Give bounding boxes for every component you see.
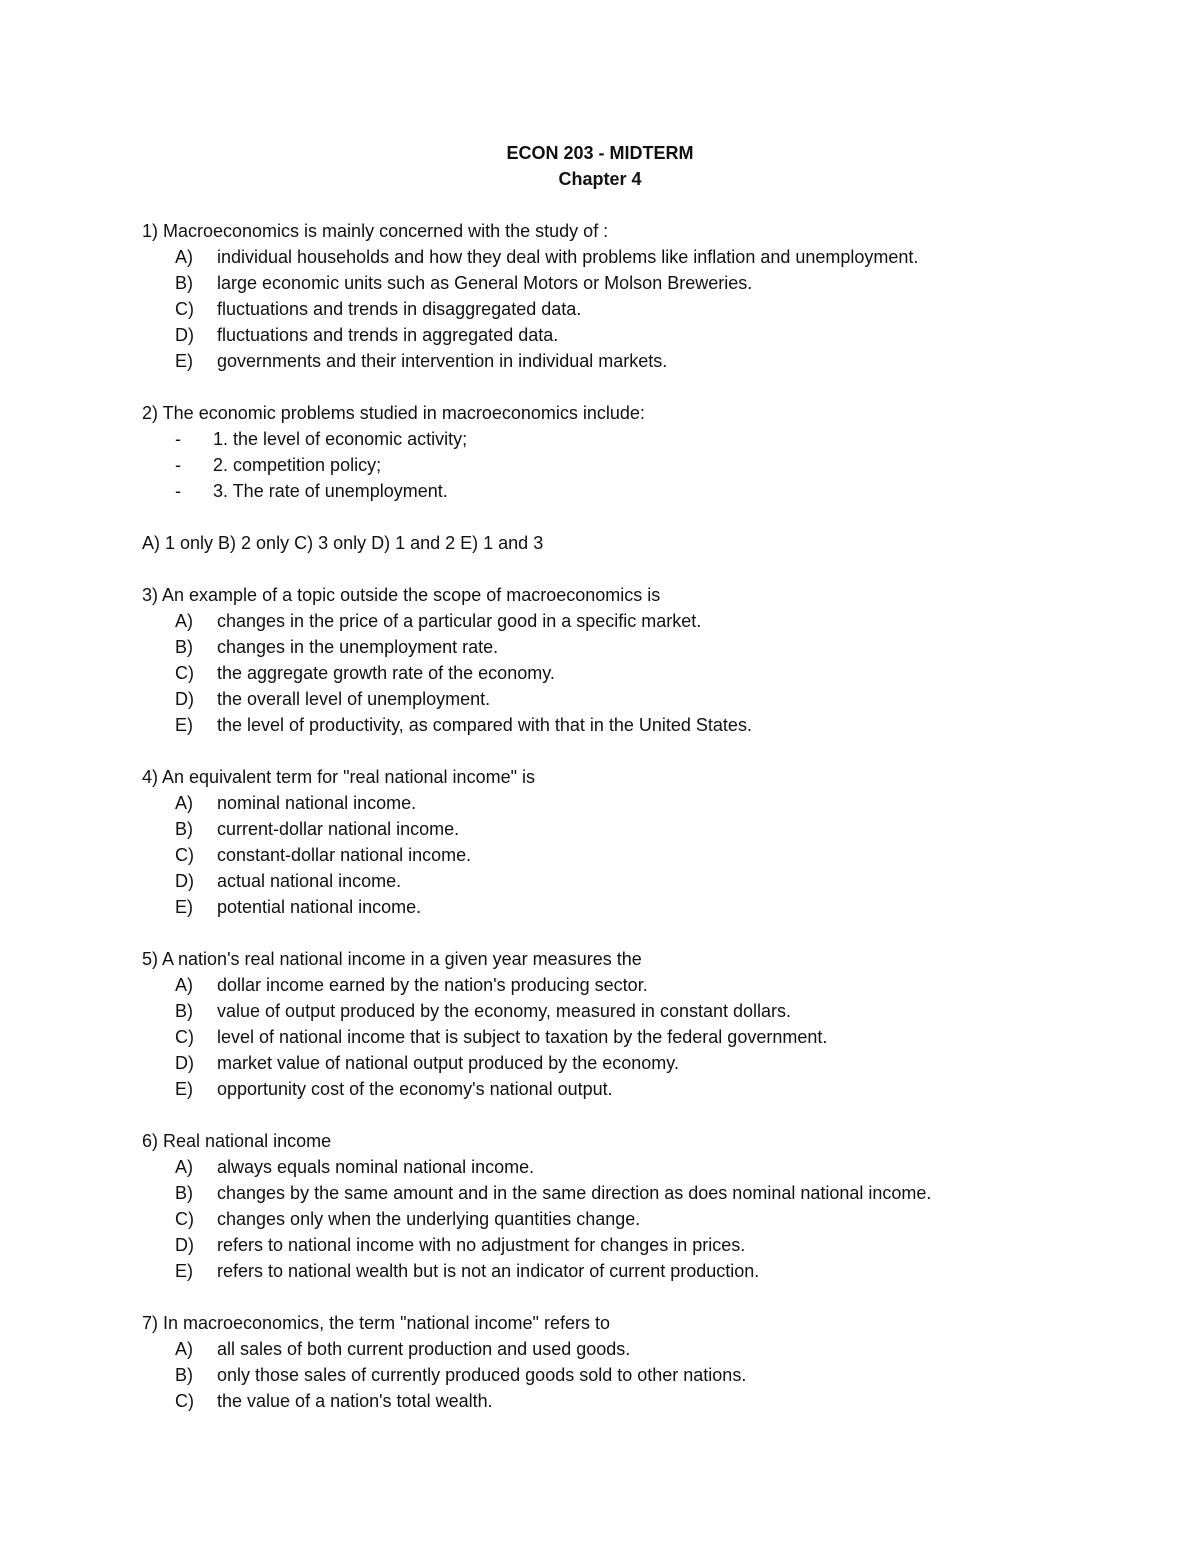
option-letter: B) (175, 1365, 193, 1385)
option-letter: E) (175, 1261, 193, 1281)
dash-mark: - (175, 481, 181, 501)
option-letter: B) (175, 273, 193, 293)
option-letter: C) (175, 1209, 194, 1229)
option-letter: E) (175, 1079, 193, 1099)
option-letter: D) (175, 1053, 194, 1073)
option-letter: A) (175, 793, 193, 813)
option-a (142, 790, 1102, 816)
option-text: refers to national income with no adjustment for changes in prices. (217, 1235, 746, 1255)
answer-choices-line: A) 1 only B) 2 only C) 3 only D) 1 and 2 E) 1 and 3 (142, 533, 544, 553)
option-letter: D) (175, 689, 194, 709)
question-stem: 5) A nation's real national income in a given year measures the (142, 949, 642, 969)
option-text: fluctuations and trends in aggregated data. (217, 325, 559, 345)
option-letter: A) (175, 1339, 193, 1359)
option-text: opportunity cost of the economy's national output. (217, 1079, 613, 1099)
option-e (142, 1076, 1102, 1102)
option-text: potential national income. (217, 897, 422, 917)
list-item-text: 2. competition policy; (213, 455, 382, 475)
option-letter: B) (175, 1001, 193, 1021)
option-list (142, 1336, 1102, 1414)
option-text: changes by the same amount and in the same direction as does nominal national income. (217, 1183, 932, 1203)
option-text: always equals nominal national income. (217, 1157, 535, 1177)
option-list (142, 790, 1102, 920)
option-c (142, 1206, 1102, 1232)
option-text: governments and their intervention in individual markets. (217, 351, 668, 371)
option-text: refers to national wealth but is not an indicator of current production. (217, 1261, 760, 1281)
option-letter: B) (175, 637, 193, 657)
option-letter: B) (175, 1183, 193, 1203)
option-a (142, 608, 1102, 634)
dash-mark: - (175, 429, 181, 449)
option-e (142, 894, 1102, 920)
option-text: large economic units such as General Motors or Molson Breweries. (217, 273, 753, 293)
list-item-text: 3. The rate of unemployment. (213, 481, 448, 501)
option-e (142, 1258, 1102, 1284)
option-text: individual households and how they deal with problems like inflation and unemployment. (217, 247, 919, 267)
option-text: all sales of both current production and used goods. (217, 1339, 631, 1359)
document-subtitle: Chapter 4 (558, 169, 642, 189)
option-letter: E) (175, 715, 193, 735)
option-letter: D) (175, 325, 194, 345)
question-4 (142, 764, 1102, 920)
option-text: the value of a nation's total wealth. (217, 1391, 493, 1411)
option-c (142, 1388, 1102, 1414)
question-7 (142, 1310, 1102, 1414)
option-d (142, 1050, 1102, 1076)
option-d (142, 322, 1102, 348)
option-e (142, 348, 1102, 374)
list-item (142, 478, 1102, 504)
question-3 (142, 582, 1102, 738)
question-stem: 6) Real national income (142, 1131, 332, 1151)
option-text: dollar income earned by the nation's producing sector. (217, 975, 648, 995)
list-item-text: 1. the level of economic activity; (213, 429, 468, 449)
option-d (142, 1232, 1102, 1258)
option-letter: A) (175, 611, 193, 631)
option-text: nominal national income. (217, 793, 417, 813)
option-letter: C) (175, 1027, 194, 1047)
option-letter: C) (175, 845, 194, 865)
option-text: current-dollar national income. (217, 819, 460, 839)
document-header (0, 140, 1200, 192)
option-e (142, 712, 1102, 738)
option-d (142, 686, 1102, 712)
option-text: only those sales of currently produced goods sold to other nations. (217, 1365, 747, 1385)
option-text: changes in the price of a particular good in a specific market. (217, 611, 702, 631)
question-6 (142, 1128, 1102, 1284)
option-a (142, 972, 1102, 998)
option-b (142, 816, 1102, 842)
option-text: the overall level of unemployment. (217, 689, 491, 709)
option-d (142, 868, 1102, 894)
option-b (142, 634, 1102, 660)
option-list (142, 1154, 1102, 1284)
option-c (142, 842, 1102, 868)
option-letter: D) (175, 871, 194, 891)
option-letter: A) (175, 975, 193, 995)
option-letter: A) (175, 247, 193, 267)
option-text: changes in the unemployment rate. (217, 637, 499, 657)
option-b (142, 270, 1102, 296)
option-a (142, 1154, 1102, 1180)
option-letter: C) (175, 299, 194, 319)
option-text: value of output produced by the economy, measured in constant dollars. (217, 1001, 792, 1021)
option-letter: E) (175, 897, 193, 917)
question-stem: 4) An equivalent term for "real national income" is (142, 767, 535, 787)
question-stem: 7) In macroeconomics, the term "national income" refers to (142, 1313, 610, 1333)
option-text: market value of national output produced by the economy. (217, 1053, 679, 1073)
question-stem: 3) An example of a topic outside the scope of macroeconomics is (142, 585, 661, 605)
question-stem: 2) The economic problems studied in macroeconomics include: (142, 403, 645, 423)
option-text: the level of productivity, as compared with that in the United States. (217, 715, 752, 735)
option-text: changes only when the underlying quantities change. (217, 1209, 641, 1229)
option-c (142, 660, 1102, 686)
option-letter: E) (175, 351, 193, 371)
option-list (142, 244, 1102, 374)
option-b (142, 1180, 1102, 1206)
question-list (142, 218, 1102, 1440)
option-text: the aggregate growth rate of the economy. (217, 663, 555, 683)
option-letter: D) (175, 1235, 194, 1255)
option-c (142, 296, 1102, 322)
option-a (142, 1336, 1102, 1362)
option-c (142, 1024, 1102, 1050)
option-letter: B) (175, 819, 193, 839)
option-a (142, 244, 1102, 270)
document-title: ECON 203 - MIDTERM (506, 143, 694, 163)
question-5 (142, 946, 1102, 1102)
question-stem: 1) Macroeconomics is mainly concerned with the study of : (142, 221, 609, 241)
option-list (142, 608, 1102, 738)
option-letter: A) (175, 1157, 193, 1177)
option-text: fluctuations and trends in disaggregated data. (217, 299, 582, 319)
option-letter: C) (175, 1391, 194, 1411)
option-text: constant-dollar national income. (217, 845, 472, 865)
option-b (142, 998, 1102, 1024)
option-b (142, 1362, 1102, 1388)
question-1 (142, 218, 1102, 374)
option-letter: C) (175, 663, 194, 683)
option-text: level of national income that is subject to taxation by the federal government. (217, 1027, 828, 1047)
list-item (142, 426, 1102, 452)
dash-mark: - (175, 455, 181, 475)
question-2 (142, 400, 1102, 556)
list-item (142, 452, 1102, 478)
option-text: actual national income. (217, 871, 402, 891)
option-list (142, 972, 1102, 1102)
